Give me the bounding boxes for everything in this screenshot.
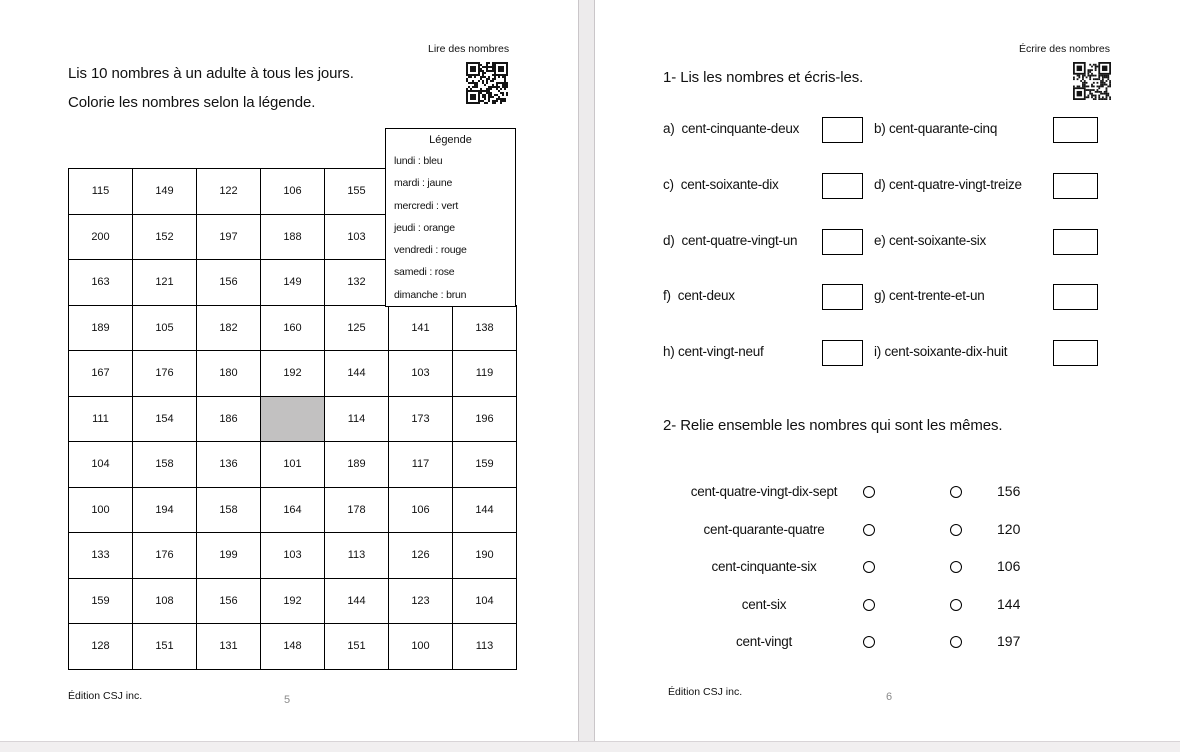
grid-cell: 163 (69, 260, 133, 306)
write-numbers-row (663, 229, 1133, 257)
answer-box (822, 117, 863, 143)
match-dot-icon (863, 561, 875, 573)
grid-cell: 138 (453, 305, 517, 351)
grid-cell: 167 (69, 351, 133, 397)
grid-row (69, 578, 517, 624)
grid-cell: 178 (325, 487, 389, 533)
answer-box (1053, 173, 1098, 199)
grid-cell: 123 (389, 578, 453, 624)
grid-cell: 104 (69, 442, 133, 488)
right-page (595, 0, 1180, 751)
grid-cell: 126 (389, 533, 453, 579)
section2-title: 2- Relie ensemble les nombres qui sont les mêmes. (663, 417, 1003, 434)
grid-cell: 196 (453, 396, 517, 442)
match-number: 156 (997, 483, 1021, 499)
grid-cell: 106 (389, 487, 453, 533)
grid-cell: 105 (133, 305, 197, 351)
number-word-label: b) cent-quarante-cinq (874, 121, 998, 136)
number-word-label: d) cent-quatre-vingt-treize (874, 177, 1022, 192)
match-number: 197 (997, 633, 1021, 649)
match-word: cent-six (741, 597, 787, 612)
qr-code-icon (1073, 62, 1111, 100)
grid-cell: 106 (261, 169, 325, 215)
match-row (663, 557, 1133, 577)
number-word-label: e) cent-soixante-six (874, 233, 987, 248)
legend-item: vendredi : rouge (394, 244, 467, 257)
write-numbers-row (663, 117, 1133, 145)
match-dot-icon (950, 599, 962, 611)
legend-title: Légende (429, 134, 472, 146)
grid-row (69, 351, 517, 397)
match-number: 144 (997, 596, 1021, 612)
grid-cell: 159 (69, 578, 133, 624)
page-gap (578, 0, 595, 751)
instruction-line-1: Lis 10 nombres à un adulte à tous les jours. (68, 65, 354, 82)
number-word-label: c) cent-soixante-dix (663, 177, 779, 192)
grid-cell: 189 (69, 305, 133, 351)
grid-cell: 200 (69, 214, 133, 260)
grid-cell: 148 (261, 624, 325, 670)
match-dot-icon (863, 636, 875, 648)
grid-cell: 176 (133, 351, 197, 397)
grid-cell: 141 (389, 305, 453, 351)
grid-cell: 133 (69, 533, 133, 579)
grid-cell: 176 (133, 533, 197, 579)
instruction-line-2: Colorie les nombres selon la légende. (68, 94, 316, 111)
legend-box (385, 128, 516, 307)
match-word: cent-quarante-quatre (703, 522, 825, 537)
legend-item: samedi : rose (394, 266, 455, 279)
right-page-number: 6 (886, 691, 893, 703)
answer-box (1053, 229, 1098, 255)
grid-cell: 115 (69, 169, 133, 215)
answer-box (822, 229, 863, 255)
left-footer: Édition CSJ inc. (68, 690, 143, 702)
grid-cell: 113 (453, 624, 517, 670)
grid-cell: 154 (133, 396, 197, 442)
bottom-page-edge (0, 741, 1180, 752)
grid-cell: 144 (325, 578, 389, 624)
grid-row (69, 487, 517, 533)
match-word: cent-cinquante-six (711, 559, 817, 574)
grid-cell: 194 (133, 487, 197, 533)
grid-cell: 151 (325, 624, 389, 670)
legend-item: mardi : jaune (394, 177, 453, 190)
grid-cell: 131 (197, 624, 261, 670)
grid-cell: 160 (261, 305, 325, 351)
match-word: cent-vingt (735, 634, 793, 649)
match-dot-icon (950, 561, 962, 573)
write-numbers-row (663, 284, 1133, 312)
grid-cell: 100 (69, 487, 133, 533)
legend-item: jeudi : orange (394, 221, 455, 234)
section1-title: 1- Lis les nombres et écris-les. (663, 69, 864, 86)
grid-cell: 190 (453, 533, 517, 579)
grid-cell: 108 (133, 578, 197, 624)
match-dot-icon (863, 599, 875, 611)
answer-box (822, 173, 863, 199)
grid-cell: 103 (389, 351, 453, 397)
answer-box (1053, 340, 1098, 366)
grid-cell: 144 (453, 487, 517, 533)
left-page (0, 0, 578, 751)
grid-cell: 104 (453, 578, 517, 624)
legend-item: dimanche : brun (394, 288, 467, 301)
grid-cell: 103 (261, 533, 325, 579)
grid-cell: 132 (325, 260, 389, 306)
grid-cell: 136 (197, 442, 261, 488)
answer-box (1053, 284, 1098, 310)
grid-cell: 144 (325, 351, 389, 397)
number-word-label: f) cent-deux (663, 288, 735, 303)
match-word: cent-quatre-vingt-dix-sept (690, 484, 838, 499)
grid-cell: 103 (325, 214, 389, 260)
grid-cell: 121 (133, 260, 197, 306)
answer-box (822, 340, 863, 366)
grid-cell: 149 (133, 169, 197, 215)
match-number: 120 (997, 521, 1021, 537)
grid-cell: 156 (197, 578, 261, 624)
grid-cell: 149 (261, 260, 325, 306)
answer-box (822, 284, 863, 310)
grid-cell: 113 (325, 533, 389, 579)
grid-cell: 188 (261, 214, 325, 260)
grid-row (69, 624, 517, 670)
number-word-label: d) cent-quatre-vingt-un (663, 233, 798, 248)
match-row (663, 632, 1133, 652)
grid-cell: 117 (389, 442, 453, 488)
grid-cell: 122 (197, 169, 261, 215)
match-dot-icon (863, 486, 875, 498)
legend-item: mercredi : vert (394, 199, 459, 212)
left-page-number: 5 (284, 694, 291, 706)
grid-row (69, 442, 517, 488)
grid-cell-shaded (261, 396, 325, 442)
grid-cell: 164 (261, 487, 325, 533)
grid-cell: 173 (389, 396, 453, 442)
match-dot-icon (950, 524, 962, 536)
grid-cell: 151 (133, 624, 197, 670)
grid-cell: 192 (261, 351, 325, 397)
match-row (663, 595, 1133, 615)
legend-item: lundi : bleu (394, 155, 443, 167)
right-footer: Édition CSJ inc. (668, 686, 743, 698)
qr-code-icon (466, 62, 508, 104)
legend-items (394, 150, 515, 306)
match-dot-icon (950, 486, 962, 498)
left-page-header: Lire des nombres (428, 43, 510, 55)
grid-cell: 180 (197, 351, 261, 397)
grid-cell: 158 (133, 442, 197, 488)
grid-cell: 101 (261, 442, 325, 488)
match-dot-icon (950, 636, 962, 648)
grid-row (69, 396, 517, 442)
grid-cell: 128 (69, 624, 133, 670)
number-word-label: a) cent-cinquante-deux (663, 121, 800, 136)
match-number: 106 (997, 558, 1021, 574)
number-word-label: h) cent-vingt-neuf (663, 344, 764, 359)
grid-row (69, 533, 517, 579)
grid-cell: 158 (197, 487, 261, 533)
answer-box (1053, 117, 1098, 143)
right-page-header: Écrire des nombres (1018, 43, 1110, 55)
grid-cell: 100 (389, 624, 453, 670)
grid-cell: 186 (197, 396, 261, 442)
grid-cell: 182 (197, 305, 261, 351)
grid-cell: 125 (325, 305, 389, 351)
match-row (663, 482, 1133, 502)
grid-row (69, 305, 517, 351)
number-word-label: g) cent-trente-et-un (874, 288, 985, 303)
grid-cell: 199 (197, 533, 261, 579)
match-dot-icon (863, 524, 875, 536)
grid-cell: 159 (453, 442, 517, 488)
number-word-label: i) cent-soixante-dix-huit (874, 344, 1008, 359)
write-numbers-row (663, 173, 1133, 201)
grid-cell: 189 (325, 442, 389, 488)
grid-cell: 192 (261, 578, 325, 624)
grid-cell: 152 (133, 214, 197, 260)
grid-cell: 197 (197, 214, 261, 260)
grid-cell: 119 (453, 351, 517, 397)
write-numbers-row (663, 340, 1133, 368)
grid-cell: 156 (197, 260, 261, 306)
grid-cell: 114 (325, 396, 389, 442)
grid-cell: 155 (325, 169, 389, 215)
grid-cell: 111 (69, 396, 133, 442)
match-row (663, 520, 1133, 540)
